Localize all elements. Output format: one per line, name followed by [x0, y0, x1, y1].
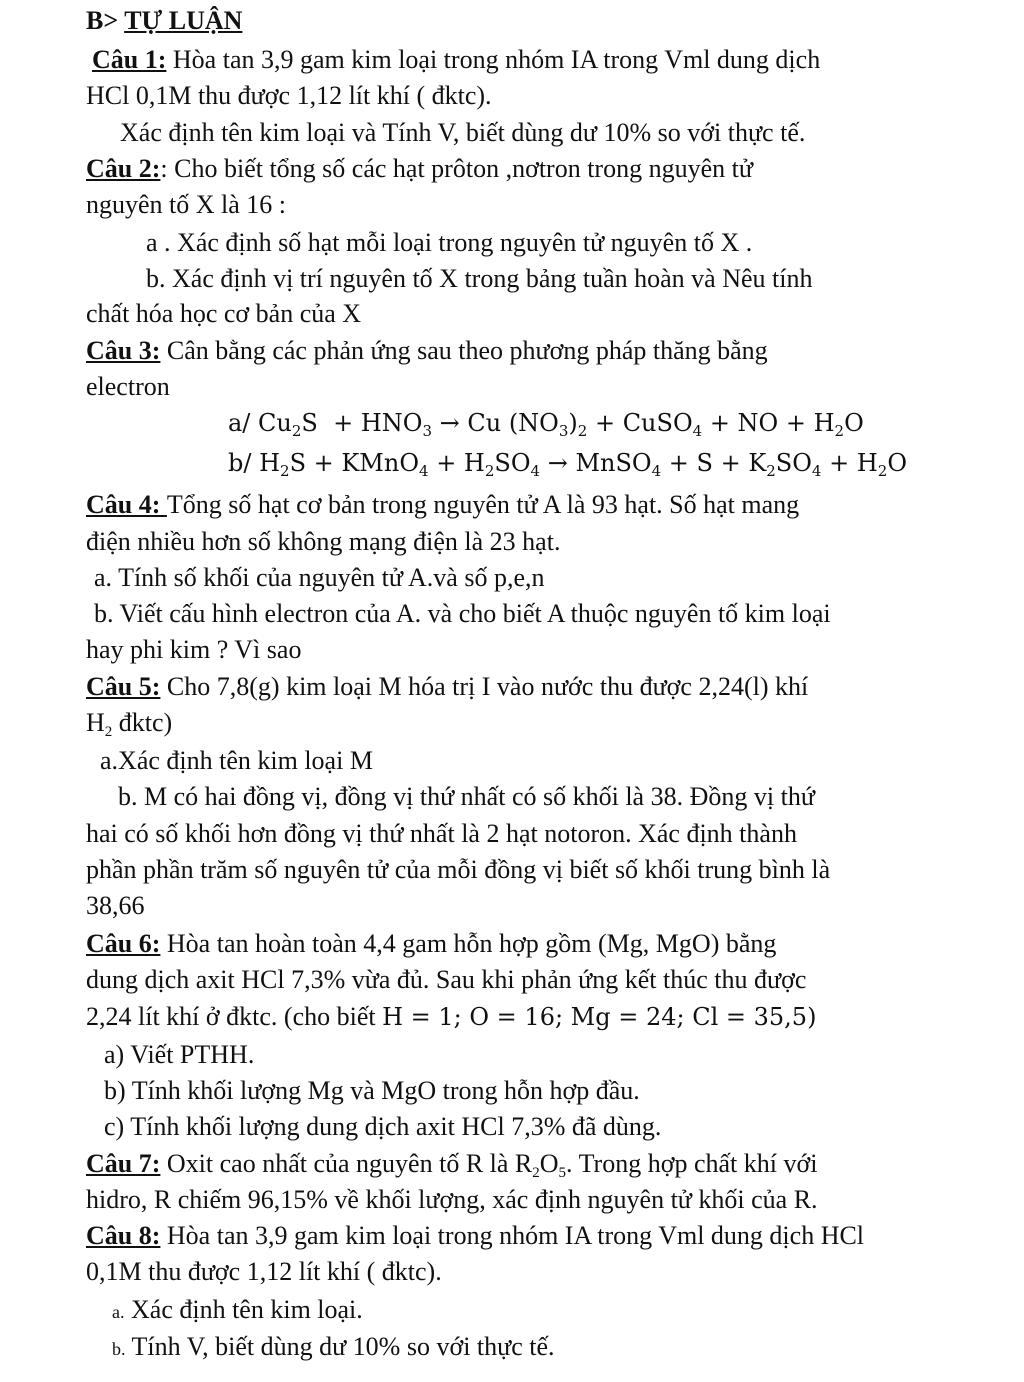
q1-label: Câu 1:: [92, 45, 167, 74]
q2-label: Câu 2:: [86, 154, 161, 183]
q2-line2: nguyên tố X là 16 :: [86, 190, 287, 219]
q4-line1: Câu 4: Tổng số hạt cơ bản trong nguyên tử A là 93 hạt. Số hạt mang: [86, 490, 800, 519]
equation-a: a/ $Cu_2S + HNO_3 \to Cu$ $(NO_3)_2$ + CuSO$_4$ + NO + $H_2O$: [228, 409, 864, 440]
q2-part-a: a . Xác định số hạt mỗi loại trong nguyên tử nguyên tố X .: [146, 228, 753, 257]
q6-line3: 2,24 lít khí ở đktc. (cho biết H = 1; O = 16; Mg = 24; Cl = 35,5): [86, 1002, 817, 1031]
section-header: B> TỰ LUẬN: [86, 6, 243, 35]
q2-part-b-line2: chất hóa học cơ bản của X: [86, 299, 362, 328]
atomic-masses: H = 1; O = 16; Mg = 24; Cl = 35,5): [382, 1003, 817, 1031]
equation-b: b/ $H_2S$ + KMnO$_4$ + $H_2SO_4$ → MnSO$_4$ + $S + K_2SO_4 + H_2O$: [228, 449, 907, 480]
q8-part-b: b. Tính V, biết dùng dư 10% so với thực tế.: [112, 1332, 555, 1361]
q3-label: Câu 3:: [86, 336, 161, 365]
q7-line2: hidro, R chiếm 96,15% về khối lượng, xác định nguyên tử khối của R.: [86, 1185, 818, 1214]
q6-part-a: a) Viết PTHH.: [104, 1040, 255, 1069]
q8-part-a: a. Xác định tên kim loại.: [112, 1295, 363, 1324]
q6-label: Câu 6:: [86, 929, 161, 958]
q5-part-a: a.Xác định tên kim loại M: [100, 746, 373, 775]
q5-line2: $H_2$ đktc): [86, 708, 173, 740]
q8-line2: 0,1M thu được 1,12 lít khí ( đktc).: [86, 1257, 442, 1286]
q1-line3: Xác định tên kim loại và Tính V, biết dùng dư 10% so với thực tế.: [120, 118, 806, 147]
q5-part-b-line4: 38,66: [86, 891, 145, 920]
q4-label: Câu 4:: [86, 490, 167, 519]
q6-line1: Câu 6: Hòa tan hoàn toàn 4,4 gam hỗn hợp gồm (Mg, MgO) bằng: [86, 929, 777, 958]
q1-line2: HCl 0,1M thu được 1,12 lít khí ( đktc).: [86, 81, 492, 110]
q6-part-c: c) Tính khối lượng dung dịch axit HCl 7,3% đã dùng.: [104, 1112, 662, 1141]
q3-line1: Câu 3: Cân bằng các phản ứng sau theo phương pháp thăng bằng: [86, 336, 768, 365]
section-title: TỰ LUẬN: [124, 6, 243, 35]
q6-line2: dung dịch axit HCl 7,3% vừa đủ. Sau khi phản ứng kết thúc thu được: [86, 965, 807, 994]
q7-label: Câu 7:: [86, 1149, 161, 1178]
q5-line1: Câu 5: Cho 7,8(g) kim loại M hóa trị I vào nước thu được 2,24(l) khí: [86, 672, 809, 701]
q2-part-b-line1: b. Xác định vị trí nguyên tố X trong bảng tuần hoàn và Nêu tính: [146, 264, 813, 293]
q5-part-b-line1: b. M có hai đồng vị, đồng vị thứ nhất có số khối là 38. Đồng vị thứ: [118, 782, 815, 811]
q4-part-b-line2: hay phi kim ? Vì sao: [86, 635, 302, 664]
q6-part-b: b) Tính khối lượng Mg và MgO trong hỗn hợp đầu.: [104, 1076, 640, 1105]
q3-line2: electron: [86, 372, 170, 401]
q8-line1: Câu 8: Hòa tan 3,9 gam kim loại trong nhóm IA trong Vml dung dịch HCl: [86, 1221, 865, 1250]
q7-line1: Câu 7: Oxit cao nhất của nguyên tố R là $R_2O_5$. Trong hợp chất khí với: [86, 1149, 818, 1181]
q1-line1: Câu 1: Hòa tan 3,9 gam kim loại trong nhóm IA trong Vml dung dịch: [92, 45, 821, 74]
q4-line2: điện nhiều hơn số không mạng điện là 23 hạt.: [86, 527, 561, 556]
q2-line1: Câu 2:: Cho biết tổng số các hạt prôton ,nơtron trong nguyên tử: [86, 154, 753, 183]
q5-part-b-line3: phần phần trăm số nguyên tử của mỗi đồng vị biết số khối trung bình là: [86, 855, 831, 884]
q4-part-a: a. Tính số khối của nguyên tử A.và số p,e,n: [94, 563, 545, 592]
q8-label: Câu 8:: [86, 1221, 161, 1250]
q5-label: Câu 5:: [86, 672, 161, 701]
q5-part-b-line2: hai có số khối hơn đồng vị thứ nhất là 2 hạt notoron. Xác định thành: [86, 819, 797, 848]
q4-part-b-line1: b. Viết cấu hình electron của A. và cho biết A thuộc nguyên tố kim loại: [94, 599, 831, 628]
